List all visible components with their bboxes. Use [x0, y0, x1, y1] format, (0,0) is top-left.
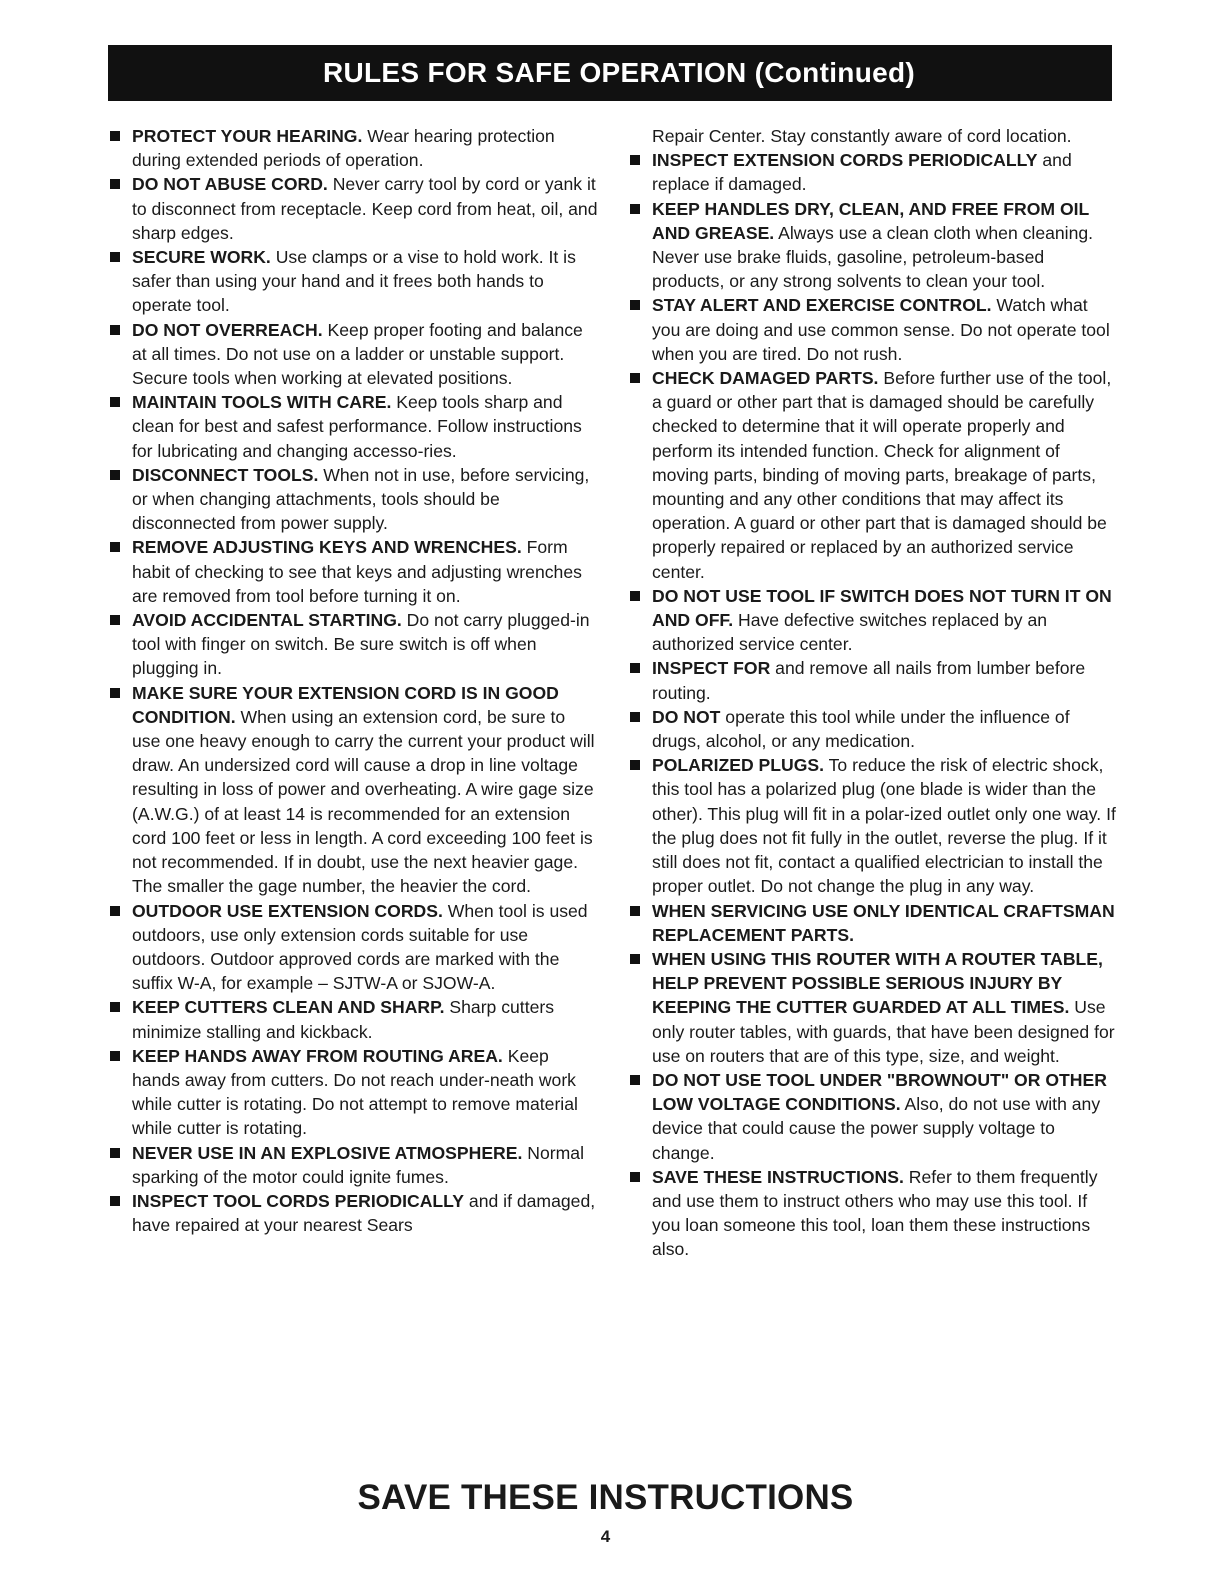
square-bullet-icon [630, 712, 640, 722]
rule-text: Normal sparking of the motor could ignite fumes. [132, 1142, 584, 1187]
rule-title: STAY ALERT AND EXERCISE CONTROL. [652, 295, 992, 316]
rule-text: and if damaged, have repaired at your nearest Sears [132, 1190, 596, 1236]
square-bullet-icon [630, 373, 640, 383]
square-bullet-icon [630, 204, 640, 214]
rule-title: SECURE WORK. [132, 247, 271, 268]
square-bullet-icon [630, 760, 640, 770]
rule-title: MAKE SURE YOUR EXTENSION CORD IS IN GOOD CONDITION. [132, 682, 559, 727]
square-bullet-icon [110, 906, 120, 916]
rule-title: MAINTAIN TOOLS WITH CARE. [132, 392, 392, 413]
square-bullet-icon [110, 252, 120, 262]
rule-title: POLARIZED PLUGS. [652, 755, 825, 776]
rule-title: DISCONNECT TOOLS. [132, 464, 319, 485]
rule-title: DO NOT OVERREACH. [132, 319, 323, 340]
square-bullet-icon [630, 954, 640, 964]
rule-title: KEEP HANDLES DRY, CLEAN, AND FREE FROM OIL AND GREASE. [652, 198, 1089, 243]
rule-text: When using an extension cord, be sure to use one heavy enough to carry the current your product will draw. An undersized cord will cause a drop in line voltage resulting in loss of power and overheating. A wire gage size (A.W.G.) of at least 14 is recommended for an extension cord 100 feet or less in length. A cord exceeding 100 feet is not recommended. If in doubt, use the next heavier gage. The smaller the gage number, the heavier the cord. [132, 706, 595, 897]
footer-title: SAVE THESE INSTRUCTIONS [357, 1478, 854, 1517]
continued-text: Repair Center. Stay constantly aware of cord location. [652, 126, 1072, 146]
rule-title: DO NOT USE TOOL IF SWITCH DOES NOT TURN IT ON AND OFF. [652, 585, 1112, 631]
square-bullet-icon [110, 1002, 120, 1012]
safety-rule-item [630, 366, 1116, 584]
rule-title: REMOVE ADJUSTING KEYS AND WRENCHES. [132, 537, 522, 558]
rule-text: Do not carry plugged-in tool with finger on switch. Be sure switch is off when plugging in. [132, 610, 590, 679]
rule-text: When not in use, before servicing, or when changing attachments, tools should be disconnected from power supply. [132, 464, 590, 534]
square-bullet-icon [110, 1051, 120, 1061]
square-bullet-icon [110, 397, 120, 407]
rule-title: INSPECT FOR [652, 658, 771, 679]
rule-text: To reduce the risk of electric shock, this tool has a polarized plug (one blade is wider than the other). This plug will fit in a polar-ized outlet only one way. If the plug does not fit fully in the outlet, reverse the plug. If it still does not fit, contact a qualified electrician to install the proper outlet. Do not change the plug in any way. [652, 755, 1116, 897]
rule-text: Wear hearing protection during extended periods of operation. [132, 126, 555, 171]
safety-rule-item [630, 148, 1116, 196]
rule-text: When tool is used outdoors, use only extension cords suitable for use outdoors. Outdoor approved cords are marked with the suffix W-A, for example – SJTW-A or SJOW-A. [132, 900, 588, 994]
rule-title: CHECK DAMAGED PARTS. [652, 368, 879, 389]
square-bullet-icon [110, 1196, 120, 1206]
rule-text: Form habit of checking to see that keys and adjusting wrenches are removed from tool before turning it on. [132, 537, 582, 606]
rule-text: Have defective switches replaced by an authorized service center. [652, 610, 1048, 655]
safety-rule-item [110, 172, 598, 245]
safety-rule-item [110, 318, 598, 391]
square-bullet-icon [630, 1075, 640, 1085]
rule-title: WHEN SERVICING USE ONLY IDENTICAL CRAFTSMAN REPLACEMENT PARTS. [652, 900, 1115, 945]
safety-rule-item [110, 995, 598, 1043]
safety-rule-item [630, 705, 1116, 753]
square-bullet-icon [630, 155, 640, 165]
safety-rule-item [110, 245, 598, 318]
safety-rule-item [630, 656, 1116, 704]
safety-rule-item [110, 124, 598, 172]
rule-title: PROTECT YOUR HEARING. [132, 126, 363, 146]
safety-rule-item [630, 197, 1116, 294]
rule-title: DO NOT [652, 706, 721, 727]
rule-title: OUTDOOR USE EXTENSION CORDS. [132, 900, 443, 921]
square-bullet-icon [630, 300, 640, 310]
rule-title: KEEP HANDS AWAY FROM ROUTING AREA. [132, 1045, 503, 1066]
rule-title: NEVER USE IN AN EXPLOSIVE ATMOSPHERE. [132, 1142, 523, 1163]
safety-rule-item [630, 753, 1116, 898]
safety-rule-item [110, 1044, 598, 1141]
rule-title: INSPECT EXTENSION CORDS PERIODICALLY [652, 150, 1038, 171]
rule-text: Keep proper footing and balance at all times. Do not use on a ladder or unstable support. Secure tools when working at elevated positions. [132, 319, 583, 389]
section-title: RULES FOR SAFE OPERATION (Continued) [322, 57, 916, 88]
rule-text: and remove all nails from lumber before routing. [652, 658, 1086, 703]
right-column [630, 124, 1116, 1262]
square-bullet-icon [110, 688, 120, 698]
left-column [110, 124, 598, 1237]
rule-title: WHEN USING THIS ROUTER WITH A ROUTER TABLE, HELP PREVENT POSSIBLE SERIOUS INJURY BY KEEPING THE CUTTER GUARDED AT ALL TIMES. [652, 948, 1103, 1018]
rule-text: Refer to them frequently and use them to instruct others who may use this tool. If you loan someone this tool, loan them these instructions also. [652, 1166, 1098, 1260]
square-bullet-icon [110, 615, 120, 625]
rule-text: Use only router tables, with guards, that have been designed for use on routers that are of this type, size, and weight. [652, 997, 1115, 1066]
rule-text: Keep hands away from cutters. Do not reach under-neath work while cutter is rotating. Do not attempt to remove material while cutter is rotating. [132, 1045, 578, 1139]
square-bullet-icon [630, 906, 640, 916]
square-bullet-icon [630, 663, 640, 673]
safety-rule-item [110, 535, 598, 608]
safety-rule-item [630, 947, 1116, 1068]
square-bullet-icon [110, 1148, 120, 1158]
safety-rule-item [630, 584, 1116, 657]
rule-title: DO NOT USE TOOL UNDER "BROWNOUT" OR OTHER LOW VOLTAGE CONDITIONS. [652, 1069, 1107, 1115]
square-bullet-icon [630, 591, 640, 601]
rule-text: operate this tool while under the influence of drugs, alcohol, or any medication. [652, 706, 1070, 752]
safety-rule-item [110, 608, 598, 681]
rule-text: and replace if damaged. [652, 150, 1072, 195]
safety-rule-item [110, 681, 598, 899]
rule-text: Use clamps or a vise to hold work. It is safer than using your hand and it frees both hands to operate tool. [132, 247, 576, 316]
square-bullet-icon [110, 470, 120, 480]
square-bullet-icon [110, 179, 120, 189]
safety-rule-item [630, 899, 1116, 947]
safety-rule-item [630, 1068, 1116, 1165]
rule-text: Always use a clean cloth when cleaning. Never use brake fluids, gasoline, petroleum-based products, or any strong solvents to clean your tool. [652, 222, 1094, 292]
rule-text: Keep tools sharp and clean for best and safest performance. Follow instructions for lubricating and changing accesso-ries. [132, 392, 582, 461]
rule-text: Sharp cutters minimize stalling and kickback. [132, 997, 555, 1042]
rule-title: AVOID ACCIDENTAL STARTING. [132, 610, 402, 631]
safety-rule-item [110, 390, 598, 463]
safety-rule-item [110, 1189, 598, 1237]
rule-text: Never carry tool by cord or yank it to disconnect from receptacle. Keep cord from heat, oil, and sharp edges. [132, 174, 598, 243]
rule-text: Also, do not use with any device that could cause the power supply voltage to change. [652, 1094, 1101, 1163]
rule-text: Before further use of the tool, a guard or other part that is damaged should be carefully checked to determine that it will operate properly and perform its intended function. Check for alignment of moving parts, binding of moving parts, breakage of parts, mounting and any other conditions that may affect its operation. A guard or other part that is damaged should be properly repaired or replaced by an authorized service center. [652, 368, 1112, 582]
square-bullet-icon [110, 325, 120, 335]
section-header-banner [108, 45, 1112, 101]
rule-title: SAVE THESE INSTRUCTIONS. [652, 1166, 904, 1187]
safety-rule-item [630, 1165, 1116, 1262]
safety-rule-item [630, 293, 1116, 366]
square-bullet-icon [110, 131, 120, 141]
rule-title: DO NOT ABUSE CORD. [132, 174, 328, 195]
safety-rule-item [110, 463, 598, 536]
page-number: 4 [600, 1527, 611, 1546]
rule-title: INSPECT TOOL CORDS PERIODICALLY [132, 1190, 465, 1211]
safety-rule-item [110, 1141, 598, 1189]
rule-text: Watch what you are doing and use common sense. Do not operate tool when you are tired. Do not rush. [652, 295, 1110, 364]
square-bullet-icon [110, 542, 120, 552]
safety-rule-item [110, 899, 598, 996]
rule-title: KEEP CUTTERS CLEAN AND SHARP. [132, 997, 445, 1018]
square-bullet-icon [630, 1172, 640, 1182]
